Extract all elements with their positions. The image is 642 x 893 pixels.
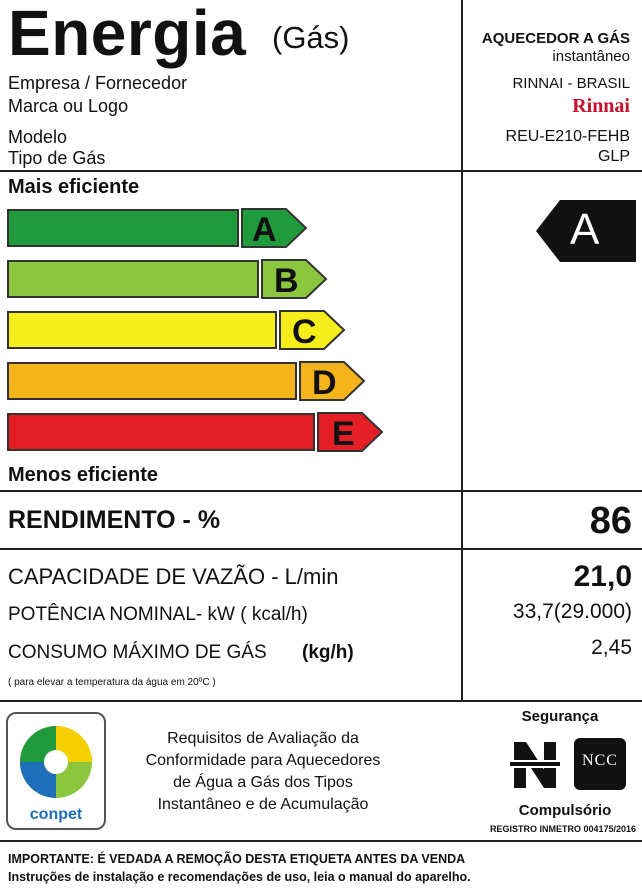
- letter-b: B: [274, 262, 299, 300]
- conpet-label: conpet: [29, 806, 83, 823]
- conpet-swirl-icon: [8, 718, 104, 804]
- bar-a: [7, 209, 239, 247]
- empresa-value: RINNAI - BRASIL: [512, 75, 630, 92]
- potencia-value: 33,7(29.000): [512, 600, 632, 623]
- vazao-label: CAPACIDADE DE VAZÃO - L/min: [8, 564, 339, 589]
- divider-footer: [0, 840, 642, 842]
- rinnai-logo: Rinnai: [572, 95, 630, 117]
- label-subtitle: (Gás): [272, 20, 350, 55]
- inmetro-icon: [508, 738, 562, 792]
- ncc-text: NCC: [582, 752, 618, 769]
- label-modelo: Modelo: [8, 127, 68, 147]
- importante-notice: IMPORTANTE: É VEDADA A REMOÇÃO DESTA ETIQUETA ANTES DA VENDA: [8, 852, 466, 866]
- product-type: AQUECEDOR A GÁS: [481, 30, 630, 47]
- bar-d: [7, 362, 297, 400]
- label-menos-eficiente: Menos eficiente: [8, 464, 159, 486]
- bar-e: [7, 413, 315, 451]
- vazao-value: 21,0: [573, 560, 632, 593]
- divider-scale: [0, 490, 642, 492]
- letter-a: A: [252, 211, 277, 249]
- consumo-label: CONSUMO MÁXIMO DE GÁS: [8, 642, 267, 663]
- rating-letter: A: [570, 205, 600, 254]
- vertical-divider: [461, 0, 463, 700]
- tipo-gas-value: GLP: [597, 148, 630, 165]
- label-mais-eficiente: Mais eficiente: [8, 176, 140, 198]
- label-marca: Marca ou Logo: [8, 96, 129, 116]
- label-empresa: Empresa / Fornecedor: [8, 73, 188, 93]
- modelo-value: REU-E210-FEHB: [505, 128, 630, 145]
- letter-c: C: [292, 313, 317, 351]
- requisitos-text: [118, 728, 408, 816]
- bar-b: [7, 260, 259, 298]
- rendimento-value: 86: [589, 500, 632, 542]
- product-subtype: instantâneo: [552, 48, 630, 65]
- requisitos-line-4: Instantâneo e de Acumulação: [157, 796, 369, 813]
- label-tipo-gas: Tipo de Gás: [8, 148, 106, 168]
- letter-e: E: [332, 415, 355, 453]
- ncc-seal: [574, 738, 626, 790]
- consumo-value: 2,45: [591, 636, 632, 659]
- label-title: Energia: [8, 0, 247, 69]
- seguranca-label: Segurança: [521, 708, 599, 725]
- requisitos-line-3: de Água a Gás dos Tipos: [173, 774, 353, 791]
- temperature-note: ( para elevar a temperatura da água em 20ºC ): [8, 677, 216, 688]
- divider-rendimento: [0, 548, 642, 550]
- consumo-unit: (kg/h): [302, 642, 354, 663]
- instrucoes-notice: Instruções de instalação e recomendações de uso, leia o manual do aparelho.: [8, 870, 471, 884]
- rendimento-label: RENDIMENTO - %: [8, 506, 221, 534]
- requisitos-line-1: Requisitos de Avaliação da: [167, 730, 359, 747]
- compulsorio-label: Compulsório: [518, 802, 612, 819]
- divider-specs: [0, 700, 642, 702]
- potencia-label: POTÊNCIA NOMINAL- kW ( kcal/h): [8, 604, 308, 625]
- bar-c: [7, 311, 277, 349]
- letter-d: D: [312, 364, 337, 402]
- divider-header: [0, 170, 642, 172]
- requisitos-line-2: Conformidade para Aquecedores: [145, 752, 381, 769]
- registro-inmetro: REGISTRO INMETRO 004175/2016: [489, 824, 636, 834]
- conpet-logo: [6, 712, 106, 830]
